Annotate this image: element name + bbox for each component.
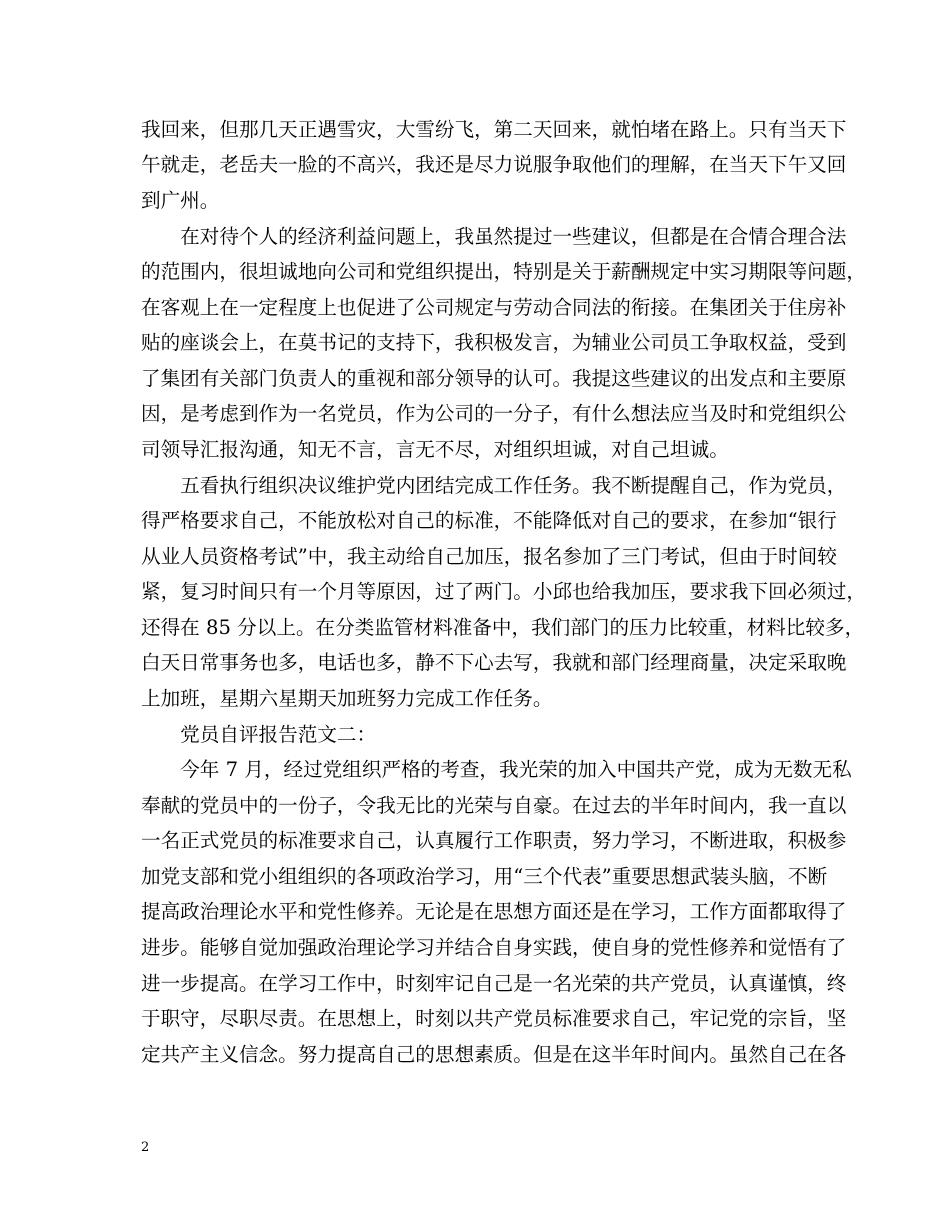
text-line: 进一步提高。在学习工作中，时刻牢记自己是一名光荣的共产党员，认真谨慎，终 bbox=[141, 972, 847, 995]
text-line: 到广州。 bbox=[141, 189, 220, 212]
text-line: 加党支部和党小组组织的各项政治学习，用“三个代表”重要思想武装头脑，不断 bbox=[141, 865, 828, 888]
text-line: 在对待个人的经济利益问题上，我虽然提过一些建议，但都是在合情合理合法 bbox=[141, 225, 847, 248]
section-heading: 党员自评报告范文二： bbox=[141, 723, 377, 746]
text-line: 紧，复习时间只有一个月等原因，过了两门。小邱也给我加压，要求我下回必须过， bbox=[141, 580, 866, 603]
text-line: 定共产主义信念。努力提高自己的思想素质。但是在这半年时间内。虽然自己在各 bbox=[141, 1043, 847, 1066]
text-line: 五看执行组织决议维护党内团结完成工作任务。我不断提醒自己，作为党员， bbox=[141, 474, 847, 497]
text-line: 今年 7 月，经过党组织严格的考查，我光荣的加入中国共产党，成为无数无私 bbox=[141, 758, 852, 781]
text-line: 在客观上在一定程度上也促进了公司规定与劳动合同法的衔接。在集团关于住房补 bbox=[141, 296, 847, 319]
text-line: 奉献的党员中的一份子，令我无比的光荣与自豪。在过去的半年时间内，我一直以 bbox=[141, 794, 847, 817]
text-line: 白天日常事务也多，电话也多，静不下心去写，我就和部门经理商量，决定采取晚 bbox=[141, 651, 847, 674]
text-line: 从业人员资格考试”中，我主动给自己加压，报名参加了三门考试，但由于时间较 bbox=[141, 545, 837, 568]
text-line: 司领导汇报沟通，知无不言，言无不尽，对组织坦诚，对自己坦诚。 bbox=[141, 438, 729, 461]
text-line: 得严格要求自己，不能放松对自己的标准，不能降低对自己的要求，在参加“银行 bbox=[141, 509, 837, 532]
text-line: 了集团有关部门负责人的重视和部分领导的认可。我提这些建议的出发点和主要原 bbox=[141, 367, 847, 390]
text-line: 还得在 85 分以上。在分类监管材料准备中，我们部门的压力比较重，材料比较多， bbox=[141, 616, 865, 639]
text-line: 的范围内，很坦诚地向公司和党组织提出，特别是关于薪酬规定中实习期限等问题， bbox=[141, 260, 866, 283]
text-line: 午就走，老岳夫一脸的不高兴，我还是尽力说服争取他们的理解，在当天下午又回 bbox=[141, 153, 847, 176]
text-line: 因，是考虑到作为一名党员，作为公司的一分子，有什么想法应当及时和党组织公 bbox=[141, 402, 847, 425]
text-line: 上加班，星期六星期天加班努力完成工作任务。 bbox=[141, 687, 553, 710]
text-line: 贴的座谈会上，在莫书记的支持下，我积极发言，为辅业公司员工争取权益，受到 bbox=[141, 331, 847, 354]
text-line: 我回来，但那几天正遇雪灾，大雪纷飞，第二天回来，就怕堵在路上。只有当天下 bbox=[141, 118, 847, 141]
text-line: 于职守，尽职尽责。在思想上，时刻以共产党员标准要求自己，牢记党的宗旨，坚 bbox=[141, 1007, 847, 1030]
text-line: 进步。能够自觉加强政治理论学习并结合自身实践，使自身的党性修养和觉悟有了 bbox=[141, 936, 847, 959]
text-line: 一名正式党员的标准要求自己，认真履行工作职责，努力学习，不断进取，积极参 bbox=[141, 829, 847, 852]
text-line: 提高政治理论水平和党性修养。无论是在思想方面还是在学习，工作方面都取得了 bbox=[141, 900, 847, 923]
page-number: 2 bbox=[141, 1140, 150, 1155]
